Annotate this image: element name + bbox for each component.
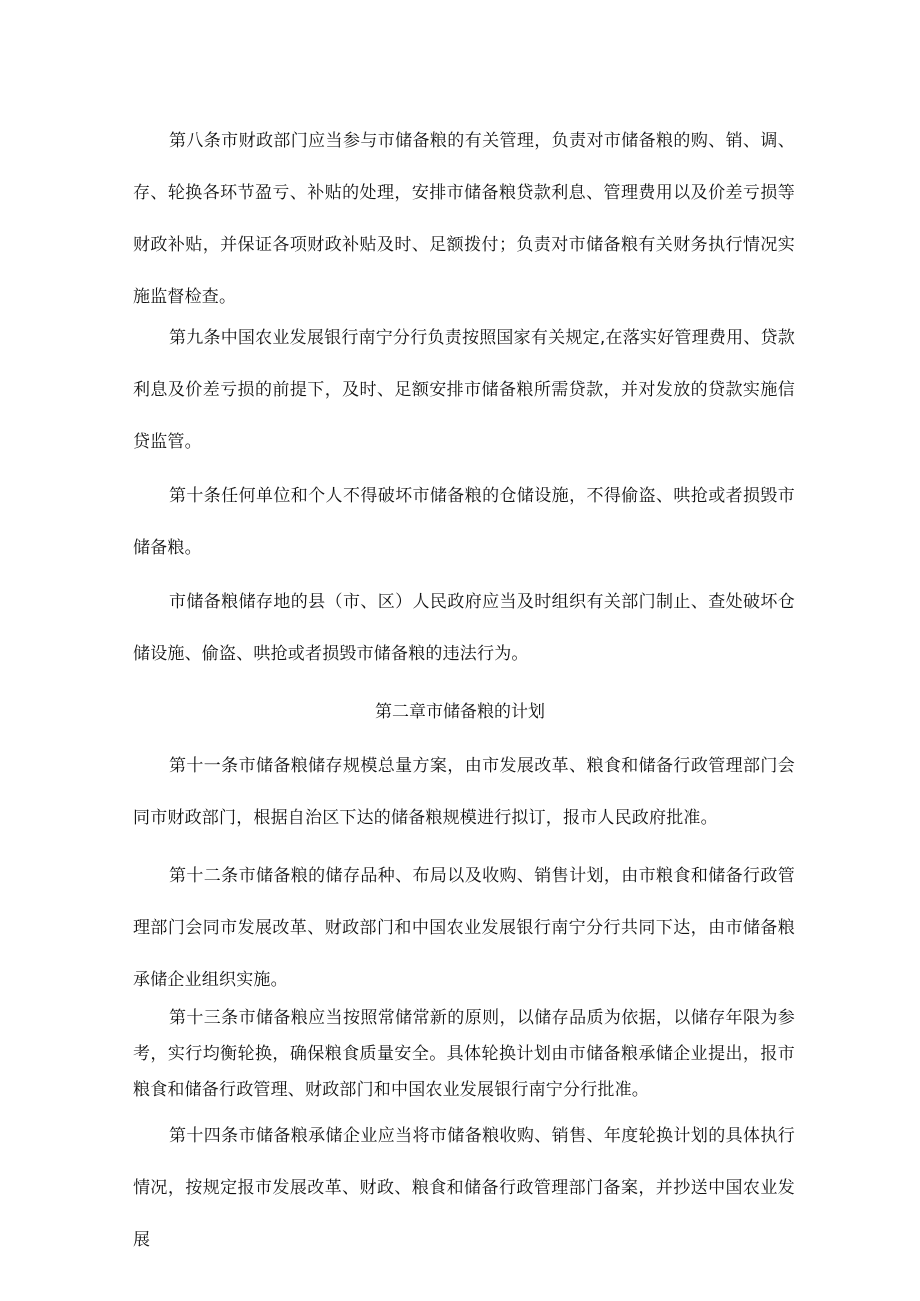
article-10-clause-2-paragraph: 市储备粮储存地的县（市、区）人民政府应当及时组织有关部门制止、查处破坏仓储设施、偷盗、哄抢或者损毁市储备粮的违法行为。 [133,592,795,664]
chapter-2-heading: 第二章市储备粮的计划 [375,702,545,722]
article-10-paragraph: 第十条任何单位和个人不得破坏市储备粮的仓储设施，不得偷盗、哄抢或者损毁市储备粮。 [133,486,795,558]
article-12-paragraph: 第十二条市储备粮的储存品种、布局以及收购、销售计划，由市粮食和储备行政管理部门会同市发展改革、财政部门和中国农业发展银行南宁分行共同下达，由市储备粮承储企业组织实施。 [133,866,795,990]
article-11-paragraph: 第十一条市储备粮储存规模总量方案，由市发展改革、粮食和储备行政管理部门会同市财政部门，根据自治区下达的储备粮规模进行拟订，报市人民政府批准。 [133,756,795,828]
article-13-paragraph: 第十三条市储备粮应当按照常储常新的原则，以储存品质为依据，以储存年限为参考，实行均衡轮换，确保粮食质量安全。具体轮换计划由市储备粮承储企业提出，报市粮食和储备行政管理、财政部门和中国农业发展银行南宁分行批准。 [133,1008,795,1100]
article-9-paragraph: 第九条中国农业发展银行南宁分行负责按照国家有关规定,在落实好管理费用、贷款利息及价差亏损的前提下，及时、足额安排市储备粮所需贷款，并对发放的贷款实施信贷监管。 [133,328,795,452]
article-14-paragraph: 第十四条市储备粮承储企业应当将市储备粮收购、销售、年度轮换计划的具体执行情况，按规定报市发展改革、财政、粮食和储备行政管理部门备案，并抄送中国农业发展 [133,1126,795,1250]
article-8-paragraph: 第八条市财政部门应当参与市储备粮的有关管理，负责对市储备粮的购、销、调、存、轮换各环节盈亏、补贴的处理，安排市储备粮贷款利息、管理费用以及价差亏损等财政补贴，并保证各项财政补贴及时、足额拨付；负责对市储备粮有关财务执行情况实施监督检查。 [133,131,795,307]
